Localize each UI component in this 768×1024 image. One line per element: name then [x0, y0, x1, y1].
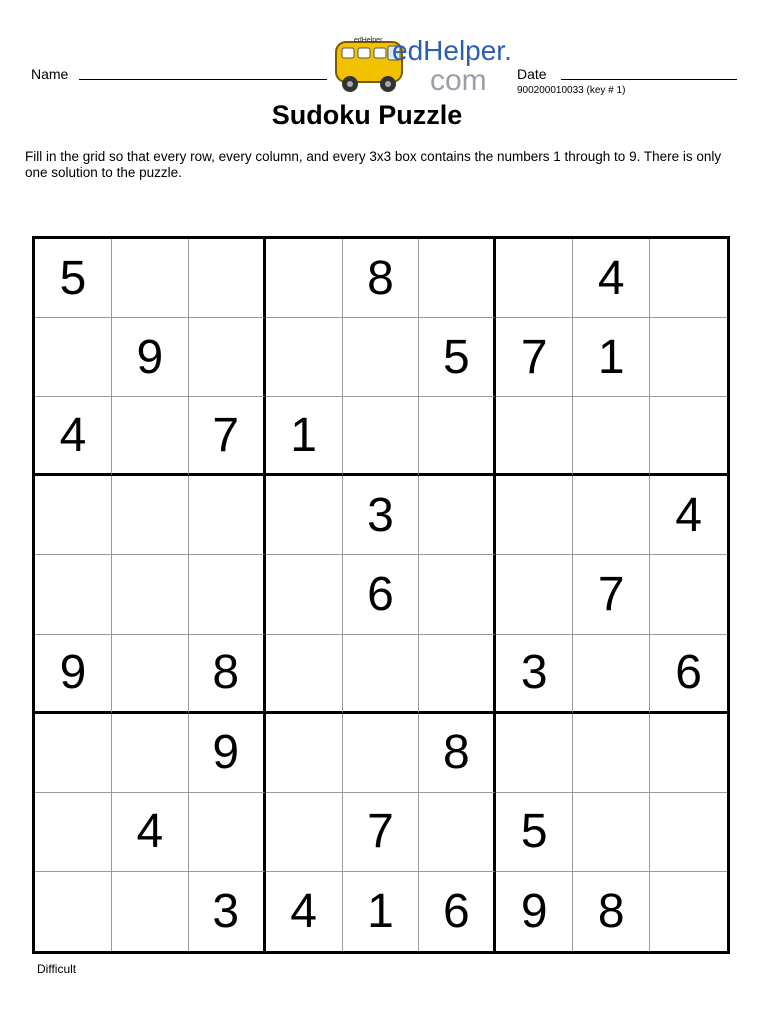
sudoku-cell[interactable] [343, 714, 420, 793]
sudoku-cell[interactable] [496, 555, 573, 634]
date-field-line[interactable] [561, 79, 737, 80]
sudoku-cell: 5 [496, 793, 573, 872]
name-label: Name [31, 66, 69, 82]
sudoku-cell: 5 [419, 318, 496, 397]
instructions: Fill in the grid so that every row, every column, and every 3x3 box contains the numbers 1 through to 9. There is only one solution to the puzzle. [25, 149, 722, 180]
sudoku-cell[interactable] [35, 714, 112, 793]
sudoku-cell[interactable] [419, 239, 496, 318]
sudoku-cell[interactable] [573, 397, 650, 476]
sudoku-cell[interactable] [189, 793, 266, 872]
sudoku-cell[interactable] [419, 397, 496, 476]
date-label: Date [517, 66, 547, 82]
sudoku-cell[interactable] [496, 239, 573, 318]
sudoku-cell: 9 [496, 872, 573, 951]
sudoku-cell[interactable] [419, 793, 496, 872]
sudoku-cell[interactable] [189, 318, 266, 397]
sudoku-cell[interactable] [35, 872, 112, 951]
sudoku-cell[interactable] [112, 476, 189, 555]
sudoku-cell: 6 [343, 555, 420, 634]
sudoku-cell: 1 [266, 397, 343, 476]
sudoku-cell[interactable] [189, 239, 266, 318]
sudoku-cell[interactable] [650, 397, 727, 476]
sudoku-cell[interactable] [35, 793, 112, 872]
sudoku-cell[interactable] [266, 318, 343, 397]
sudoku-grid [32, 236, 730, 954]
name-field-line[interactable] [79, 79, 327, 80]
sudoku-cell[interactable] [650, 872, 727, 951]
sudoku-cell[interactable] [266, 635, 343, 714]
sudoku-cell[interactable] [419, 635, 496, 714]
sudoku-cell[interactable] [112, 555, 189, 634]
sudoku-cell[interactable] [266, 714, 343, 793]
sudoku-cell[interactable] [35, 318, 112, 397]
sudoku-cell: 7 [343, 793, 420, 872]
sudoku-cell: 9 [189, 714, 266, 793]
sudoku-cell: 7 [573, 555, 650, 634]
sudoku-cell[interactable] [650, 793, 727, 872]
sudoku-cell[interactable] [573, 476, 650, 555]
sudoku-cell[interactable] [419, 555, 496, 634]
sudoku-cell[interactable] [35, 476, 112, 555]
sudoku-cell[interactable] [650, 239, 727, 318]
sudoku-cell[interactable] [112, 872, 189, 951]
sudoku-cell[interactable] [35, 555, 112, 634]
sudoku-cell: 7 [496, 318, 573, 397]
sudoku-cell: 4 [650, 476, 727, 555]
sudoku-cell: 6 [650, 635, 727, 714]
edhelper-logo [332, 28, 514, 100]
sudoku-cell: 4 [112, 793, 189, 872]
sudoku-cell[interactable] [650, 714, 727, 793]
bus-text: edHelper [354, 37, 383, 44]
sudoku-cell[interactable] [112, 635, 189, 714]
sudoku-cell: 9 [35, 635, 112, 714]
logo-subtext: com [430, 64, 487, 97]
sudoku-cell: 6 [419, 872, 496, 951]
sudoku-cell[interactable] [496, 714, 573, 793]
logo-text: edHelper. [392, 35, 512, 66]
sudoku-cell: 8 [189, 635, 266, 714]
sudoku-cell[interactable] [496, 397, 573, 476]
sudoku-cell: 1 [343, 872, 420, 951]
sudoku-cell[interactable] [573, 714, 650, 793]
sudoku-cell[interactable] [112, 397, 189, 476]
sudoku-cell: 4 [266, 872, 343, 951]
sudoku-cell[interactable] [112, 239, 189, 318]
sudoku-cell: 4 [35, 397, 112, 476]
sudoku-cell[interactable] [496, 476, 573, 555]
sudoku-cell[interactable] [266, 239, 343, 318]
sudoku-cell[interactable] [266, 793, 343, 872]
sudoku-cell: 1 [573, 318, 650, 397]
sudoku-cell[interactable] [650, 318, 727, 397]
sudoku-cell[interactable] [573, 793, 650, 872]
sudoku-cell[interactable] [189, 555, 266, 634]
sudoku-cell: 5 [35, 239, 112, 318]
sudoku-cell: 3 [189, 872, 266, 951]
sudoku-cell[interactable] [112, 714, 189, 793]
sudoku-cell: 9 [112, 318, 189, 397]
sudoku-cell[interactable] [343, 318, 420, 397]
sudoku-cell: 3 [496, 635, 573, 714]
page-title: Sudoku Puzzle [271, 100, 463, 130]
sudoku-cell[interactable] [650, 555, 727, 634]
sudoku-cell[interactable] [189, 476, 266, 555]
sudoku-cell: 7 [189, 397, 266, 476]
sudoku-cell: 8 [343, 239, 420, 318]
sudoku-cell[interactable] [573, 635, 650, 714]
difficulty-label: Difficult [37, 962, 77, 976]
sudoku-cell[interactable] [266, 476, 343, 555]
sudoku-cell[interactable] [419, 476, 496, 555]
sudoku-cell: 8 [419, 714, 496, 793]
sudoku-cell[interactable] [266, 555, 343, 634]
sudoku-cell[interactable] [343, 397, 420, 476]
sudoku-cell: 4 [573, 239, 650, 318]
sudoku-cell: 8 [573, 872, 650, 951]
sudoku-cell[interactable] [343, 635, 420, 714]
puzzle-code: 900200010033 (key # 1) [517, 85, 626, 96]
sudoku-cell: 3 [343, 476, 420, 555]
